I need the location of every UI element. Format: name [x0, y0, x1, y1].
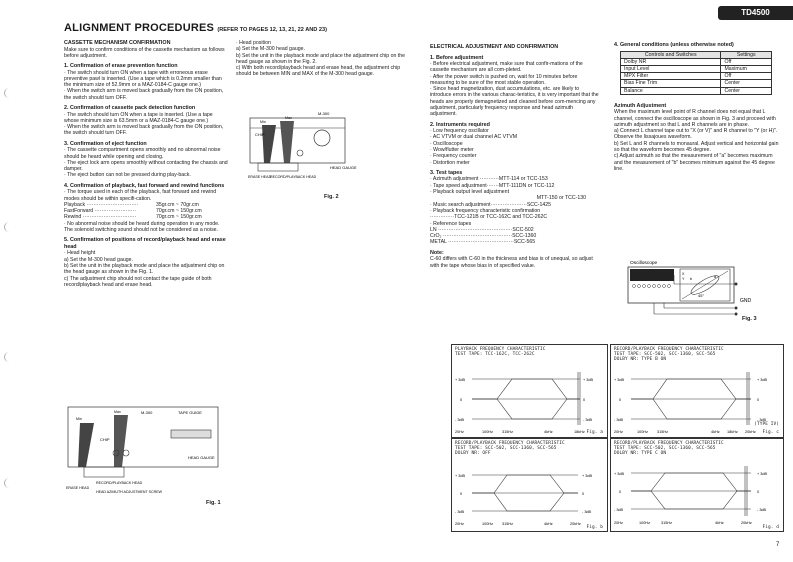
- y-tick-right: + 3dB: [583, 378, 594, 382]
- x-tick: 18kHz: [727, 430, 738, 434]
- x-tick: 315Hz: [657, 430, 668, 434]
- lower-tolerance: [472, 399, 580, 419]
- tape-label: · Playback frequency characteristic confirmation: [430, 207, 541, 214]
- chart-title: PLAYBACK FREQUENCY CHARACTERISTIC: [455, 347, 546, 352]
- x-tick: 20kHz: [741, 521, 752, 525]
- angle-label: 45°: [698, 293, 705, 298]
- section-body: · The switch should turn ON when a tape with erroneous erase preventive pawl is inserted. (Use a tape which is 0.2mm smaller than the minimum size of 52.9mm or a MAZ-0184-C gauge one.) · When the switch arm is moved back gradually from the ON position, the switch should turn OFF.: [64, 69, 224, 101]
- y-tick-right: - 3dB: [757, 418, 767, 422]
- x-tick: 20Hz: [614, 521, 623, 525]
- b-label: b: [690, 277, 693, 281]
- x-tick: 315Hz: [661, 521, 672, 525]
- tape-label: · Playback output level adjustment: [430, 189, 510, 196]
- chart-tape: TEST TAPE: SCC-502, SCC-1360, SCC-565: [455, 446, 557, 451]
- torque-value: 70gr.cm ~ 150gr.cm: [156, 214, 202, 221]
- x-tick: 100Hz: [637, 430, 648, 434]
- x-tick: 20Hz: [455, 522, 464, 526]
- section-heading: 1. Confirmation of erase prevention function: [64, 63, 178, 70]
- label-tape-guide: TAPE GUIDE: [178, 410, 202, 415]
- table-cell: Input Level: [621, 65, 721, 72]
- chip-hatch: [78, 423, 94, 467]
- chart-caption: Fig. c: [762, 430, 779, 435]
- note-heading: Note:: [430, 249, 444, 256]
- y-tick-left: + 3dB: [455, 474, 466, 478]
- x-tick: 4kHz: [711, 430, 720, 434]
- mechanism-column: [64, 40, 228, 288]
- note-body: C-60 differs with C-60 in the thickness and bias is of unequal, so adjust with the tape whose bias in of specified value.: [430, 256, 593, 269]
- y-tick-right: 0: [582, 492, 585, 496]
- tape-label: ··············TCC-121B or TCC-162C and TCC-262C: [430, 214, 548, 221]
- x-tick: 20kHz: [570, 522, 581, 526]
- punch-hole: [4, 222, 11, 232]
- y-tick-right: 0: [757, 490, 760, 494]
- tape-value: SCC-1425: [526, 201, 552, 208]
- chart-plot: [611, 461, 783, 531]
- section-heading: 2. Confirmation of cassette pack detection function: [64, 105, 196, 112]
- torque-label: Playback ······························: [64, 201, 139, 208]
- label-max: Max: [114, 410, 121, 414]
- label-erase-head: ERASE HEAD: [248, 175, 272, 179]
- chip-hatch: [280, 121, 294, 163]
- lower-tolerance: [631, 491, 751, 509]
- table-cell: Balance: [621, 87, 721, 94]
- tape-value: MTT-111DN or TCC-112: [498, 182, 555, 189]
- section-body: · No abnormal noise should be heard during operation in any mode. The solenoid switching sound should not be considered as a noise.: [64, 220, 220, 234]
- section-heading: 1. Before adjustment: [430, 54, 484, 61]
- chart-nr: DOLBY NR: OFF: [455, 451, 491, 456]
- tape-guide-block: [171, 430, 211, 438]
- chart-nr: DOLBY NR: TYPE B ON: [614, 357, 667, 362]
- lower-tolerance: [631, 399, 751, 419]
- table-cell: MPX Filter: [621, 73, 721, 80]
- y-tick-left: 0: [619, 490, 622, 494]
- table-row: [621, 80, 772, 87]
- label-azimuth-screw: HEAD AZIMUTH ADJUSTMENT SCREW: [96, 490, 163, 494]
- table-row: [621, 87, 772, 94]
- section-body: · The cassette compartment opens smoothly and no abnormal noise should be heard while opening and closing. · The eject lock arm opens smoothly without contacting the chassis and damper. · The eject button can not be pressed during play-back.: [64, 147, 228, 179]
- table-cell: Bias Fine Trim: [621, 80, 721, 87]
- y-tick-left: - 3dB: [614, 418, 624, 422]
- x-tick: 4kHz: [544, 522, 553, 526]
- label-chip: CHIP: [255, 132, 265, 137]
- oscilloscope-label: Oscilloscope: [630, 261, 658, 266]
- reel-circle: [314, 130, 330, 146]
- section-heading: 4. General conditions (unless otherwise noted): [614, 42, 734, 48]
- x-tick: 20kHz: [745, 430, 756, 434]
- x-tick: 100Hz: [482, 522, 493, 526]
- head-block: [258, 163, 298, 171]
- label-chip: CHIP: [100, 437, 110, 442]
- control-knobs: [633, 285, 671, 288]
- label-rp-head: RECORD/PLAYBACK HEAD: [270, 175, 317, 179]
- chart-nr: DOLBY NR: TYPE C ON: [614, 451, 667, 456]
- label-min: Min: [76, 417, 82, 421]
- punch-hole: [4, 352, 11, 362]
- x-label: X: [682, 272, 685, 276]
- model-badge: TD4500: [718, 6, 793, 20]
- upper-tolerance: [631, 379, 751, 399]
- x-tick: 18kHz: [574, 430, 585, 434]
- fig2-caption: Fig. 2: [324, 194, 339, 200]
- y-tick-right: - 3dB: [582, 510, 592, 514]
- chart-tape: TEST TAPE: TCC-162C, TCC-262C: [455, 352, 535, 357]
- chart-tape: TEST TAPE: SCC-502, SCC-1360, SCC-565: [614, 352, 716, 357]
- a-label: a: [714, 275, 717, 279]
- y-tick-left: 0: [460, 492, 463, 496]
- x-tick: 315Hz: [502, 430, 513, 434]
- fig1-diagram: [66, 405, 226, 505]
- section-heading: ELECTRICAL ADJUSTMENT AND CONFIRMATION: [430, 44, 559, 50]
- torque-value: 35gr.cm ~ 70gr.cm: [156, 201, 199, 208]
- terminal-dot: [735, 283, 738, 286]
- chart-extra: (TYPE IV): [754, 422, 779, 427]
- y-tick-left: 0: [619, 398, 622, 402]
- terminal-dot: [735, 307, 738, 310]
- head-block: [84, 467, 124, 477]
- y-tick-left: 0: [460, 398, 463, 402]
- punch-hole: [4, 88, 11, 98]
- torque-label: FastForward ························: [64, 208, 137, 215]
- upper-tolerance: [472, 475, 578, 493]
- x-tick: 100Hz: [639, 521, 650, 525]
- chart-caption: Fig. b: [586, 525, 603, 530]
- table-header: Settings: [721, 51, 772, 58]
- oscilloscope-panel: [630, 269, 674, 281]
- section-body: Make sure to confirm conditions of the cassette mechanism as follows before adjustment.: [64, 46, 225, 59]
- torque-label: Rewind ·······························: [64, 214, 137, 221]
- torque-value: 70gr.cm ~ 150gr.cm: [156, 208, 202, 215]
- chart-title: RECORD/PLAYBACK FREQUENCY CHARACTERISTIC: [614, 441, 724, 446]
- page-title: [64, 22, 327, 34]
- label-min: Min: [260, 120, 266, 124]
- fig3-caption: Fig. 3: [742, 316, 757, 322]
- section-body: · Before electrical adjustment, make sure that confir-mations of the cassette mechanism are all com-pleted. · After the power switch is pushed on, wait for 10 minutes before measuring to be sure of the most stable operation. · Since head magnetization, dust accumulations, etc. are likely to introduce errors in the various charac-teristics, it is very important that the heads are properly demagnetized and cleaned before com-mencing any adjustment, particularly frequency response and head azimuth adjustment.: [430, 61, 599, 118]
- section-body: · Head height a) Set the M-300 head gauge. b) Set the unit in the playback mode and place the adjustment chip on the head gauge as shown in the Fig. 1. c) The adjustment chip should not contact the tape guide of both record/playback head and erase head.: [64, 250, 225, 288]
- chart-d: [610, 438, 784, 532]
- y-tick-right: - 3dB: [583, 418, 593, 422]
- gnd-label: GND: [740, 298, 752, 304]
- y-tick-right: 0: [757, 398, 760, 402]
- electrical-column: [430, 44, 600, 269]
- table-cell: Center: [721, 87, 772, 94]
- chip-hatch: [262, 125, 276, 163]
- label-m300: M-300: [141, 410, 153, 415]
- y-tick-left: + 3dB: [614, 472, 625, 476]
- chart-plot: [452, 461, 607, 531]
- section-heading: 3. Test tapes: [430, 169, 463, 176]
- y-tick-left: + 3dB: [614, 378, 625, 382]
- chart-plot: [452, 367, 607, 437]
- table-cell: Dolby NR: [621, 58, 721, 65]
- x-tick: 100Hz: [482, 430, 493, 434]
- table-header: Controls and Switches: [621, 51, 721, 58]
- x-tick: 4kHz: [715, 521, 724, 525]
- y-tick-right: + 3dB: [582, 474, 593, 478]
- table-row: [621, 58, 772, 65]
- screw-circle: [123, 450, 129, 456]
- chart-c: [610, 344, 784, 438]
- table-row: [621, 73, 772, 80]
- section-heading: 5. Confirmation of positions of record/playback head and erase head: [64, 237, 226, 250]
- fig1-caption: Fig. 1: [206, 500, 221, 506]
- section-heading: 2. Instruments required: [430, 121, 490, 128]
- label-head-gauge: HEAD GAUGE: [330, 165, 357, 170]
- section-body: · Low frequency oscillator · AC VTVM or dual channel AC VTVM · Oscilloscope · Wow/flutter meter · Frequency counter · Distortion meter: [430, 128, 518, 166]
- tape-value: MTT-150 or TCC-130: [536, 195, 586, 202]
- chart-lines: [472, 372, 580, 425]
- table-cell: Off: [721, 58, 772, 65]
- terminal-dot: [735, 313, 738, 316]
- upper-tolerance: [472, 379, 580, 399]
- tape-label: · Azimuth adjustment ···········: [430, 176, 499, 183]
- chart-tape: TEST TAPE: SCC-502, SCC-1360, SCC-565: [614, 446, 716, 451]
- y-tick-right: + 3dB: [757, 378, 768, 382]
- label-m300: M-300: [318, 111, 330, 116]
- x-tick: 20Hz: [455, 430, 464, 434]
- tape-label: METAL ······································: [430, 239, 514, 246]
- x-tick: 4kHz: [544, 430, 553, 434]
- y-label: Y: [682, 277, 685, 281]
- upper-tolerance: [631, 473, 751, 491]
- fig3-diagram: [624, 256, 784, 332]
- section-body: · The torque used in each of the playback, fast forward and rewind modes should be within specifi-cation.: [64, 189, 217, 202]
- conditions-column: [614, 42, 782, 172]
- x-tick: 315Hz: [502, 522, 513, 526]
- y-tick-left: - 3dB: [614, 508, 624, 512]
- section-heading: 3. Confirmation of eject function: [64, 140, 147, 147]
- head-position-column: [236, 40, 406, 78]
- y-tick-right: 0: [583, 398, 586, 402]
- table-cell: Off: [721, 73, 772, 80]
- punch-hole: [4, 478, 11, 488]
- conditions-table: [620, 51, 772, 95]
- section-heading: Azimuth Adjustment: [614, 102, 667, 109]
- page-number: 7: [776, 542, 780, 548]
- label-max: Max: [285, 116, 292, 120]
- y-tick-left: - 3dB: [455, 510, 465, 514]
- label-rp-head: RECORD/PLAYBACK HEAD: [96, 481, 143, 485]
- table-header-row: [621, 51, 772, 58]
- tape-label: · Tape speed adjustment·······: [430, 182, 499, 189]
- table-cell: Center: [721, 80, 772, 87]
- tape-label: · Reference tapes: [430, 220, 472, 227]
- chart-title: RECORD/PLAYBACK FREQUENCY CHARACTERISTIC: [455, 441, 565, 446]
- y-tick-left: + 3dB: [455, 378, 466, 382]
- lower-tolerance: [472, 493, 578, 511]
- section-body: · The switch should turn ON when a tape is inserted. (Use a tape whose minimum size is 63.5mm or a MAZ-0184-C gauge one.) · When the switch arm is moved back gradually from the ON position, the switch should turn OFF.: [64, 111, 224, 137]
- title-text: ALIGNMENT PROCEDURES: [64, 22, 215, 34]
- y-tick-right: + 3dB: [757, 472, 768, 476]
- chart-lines: [472, 475, 578, 511]
- chart-title: RECORD/PLAYBACK FREQUENCY CHARACTERISTIC: [614, 347, 724, 352]
- section-body: When the maximum level point of R channel does not equal that L channel, connect the oscilloscope as shown in Fig. 3 and proceed with azimuth adjustment so that L and R channels are in phase. a) Connect L channel tape out to "X (or V)" and R channel to "Y (or H)". Observe the lissajoues waveform. b) Set L and R channels to monaural. Adjust vertical and horizontal gain so that the waveform becomes 45 degree. c) Adjust azimuth so that the measurement of "a" becomes maximum and the measurement of "b" becomes minimum against the 45 degree line.: [614, 109, 779, 172]
- tape-value: MTT-114 or TCC-153: [498, 176, 548, 183]
- section-body: · Head position a) Set the M-300 head gauge. b) Set the unit in the playback mode and place the adjustment chip on the head gauge as shown in the Fig. 2. c) With both record/playback head and erase head, the adjustment chip should be between MIN and MAX of the M-300 head gauge.: [236, 40, 405, 78]
- tape-value: SCC-1360: [512, 233, 537, 240]
- chip-hatch: [114, 415, 128, 467]
- tape-label: LN ···········································: [430, 226, 513, 233]
- title-subtitle: (REFER TO PAGES 12, 13, 21, 22 AND 23): [217, 27, 327, 33]
- chart-caption: Fig. d: [762, 525, 779, 530]
- y-tick-left: - 3dB: [455, 418, 465, 422]
- tape-label: CrO₂ ········································: [430, 233, 513, 240]
- tape-value: SCC-502: [512, 226, 534, 233]
- tape-value: SCC-565: [513, 239, 536, 246]
- chart-b: [451, 438, 608, 532]
- screw-circle: [297, 150, 303, 156]
- section-heading: CASSETTE MECHANISM CONFIRMATION: [64, 40, 171, 46]
- chart-a: [451, 344, 608, 438]
- table-cell: Maximum: [721, 65, 772, 72]
- chart-lines: [631, 466, 751, 516]
- chart-lines: [631, 372, 751, 425]
- label-erase-head: ERASE HEAD: [66, 486, 90, 490]
- table-row: [621, 65, 772, 72]
- tape-label: · Music search adjustment·····················: [430, 201, 527, 208]
- x-tick: 20Hz: [614, 430, 623, 434]
- fig2-diagram: [240, 103, 360, 193]
- y-tick-right: - 3dB: [757, 508, 767, 512]
- chart-caption: Fig. a: [586, 430, 603, 435]
- label-head-gauge: HEAD GAUGE: [188, 455, 215, 460]
- section-heading: 4. Confirmation of playback, fast forward and rewind functions: [64, 182, 225, 189]
